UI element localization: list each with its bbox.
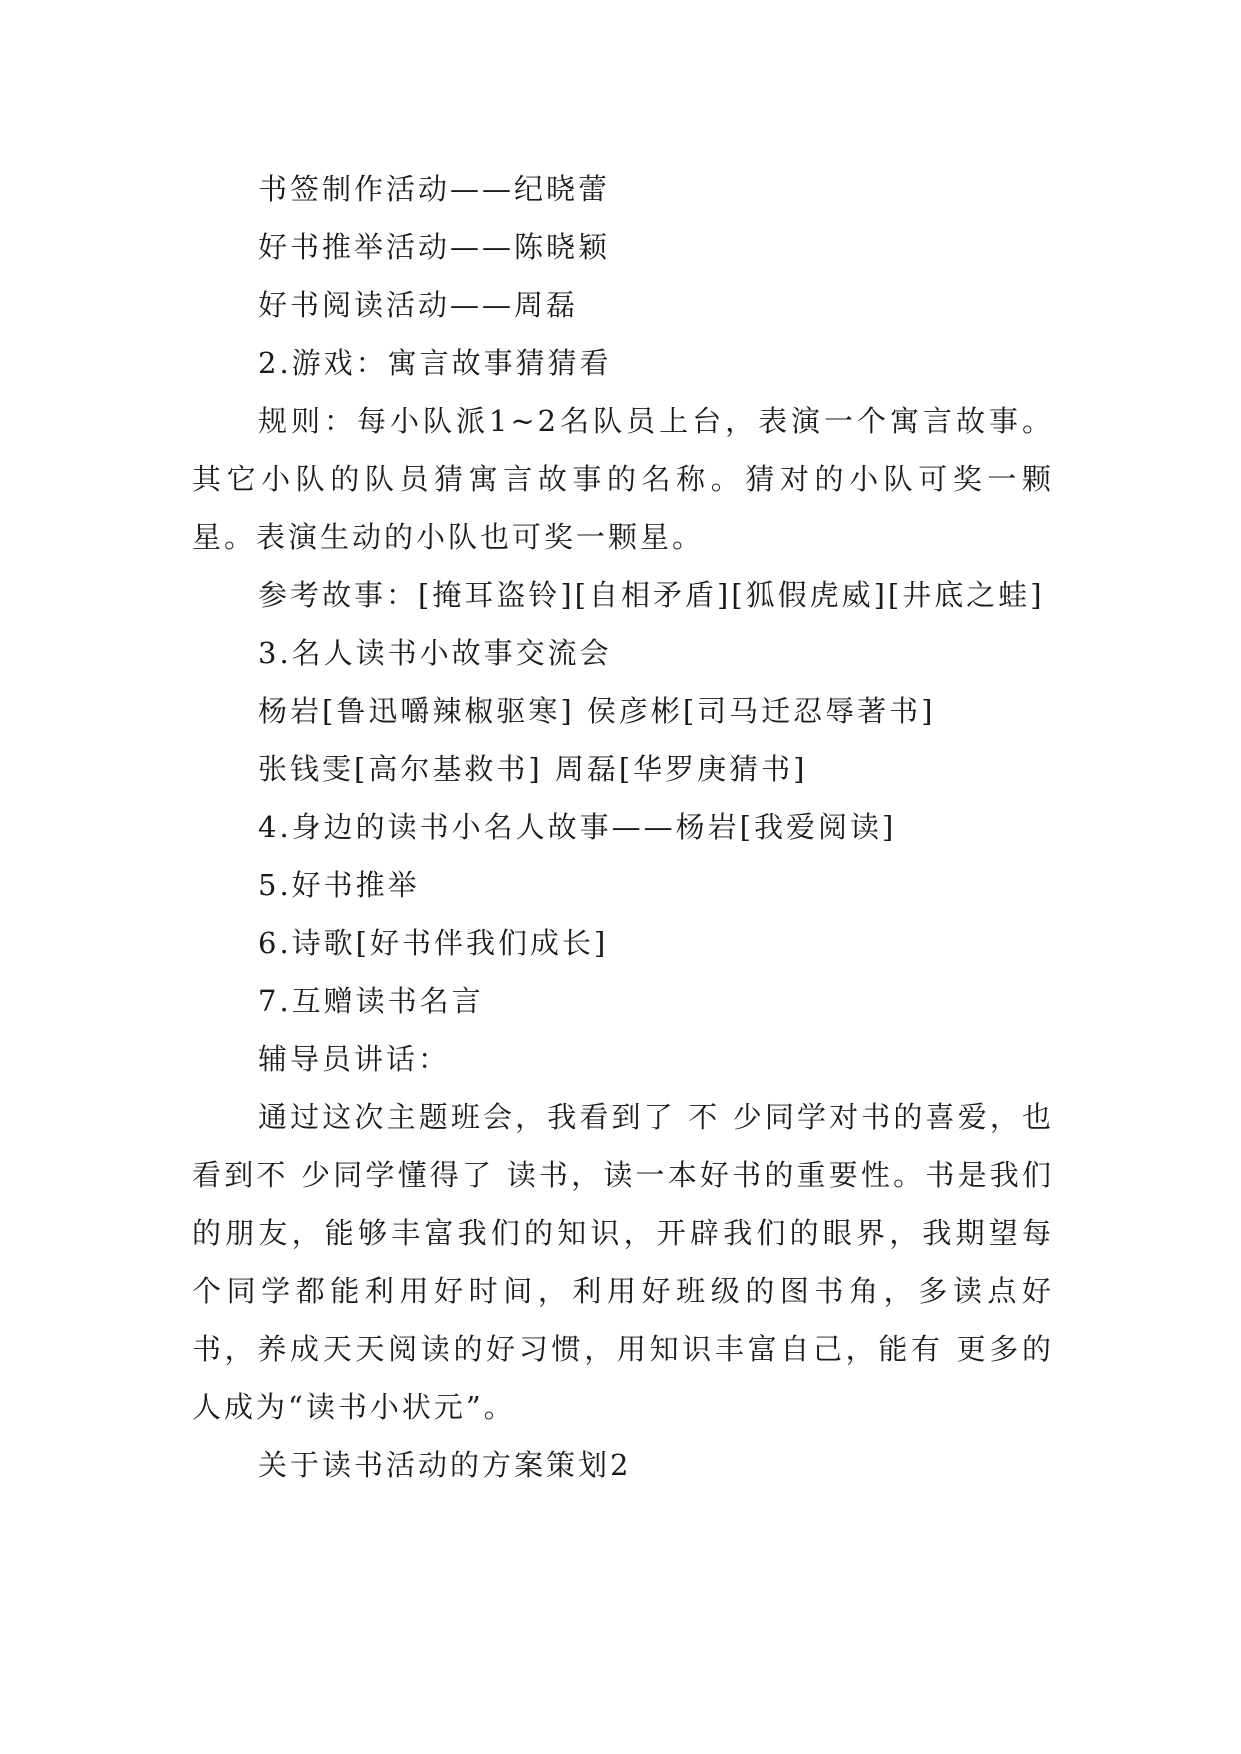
item-game: 2.游戏：寓言故事猜猜看 — [258, 346, 612, 380]
item-celebrity-stories: 3.名人读书小故事交流会 — [258, 636, 612, 670]
item-local-stories: 4.身边的读书小名人故事——杨岩[我爱阅读] — [258, 810, 897, 844]
reference-stories: 参考故事：[掩耳盗铃][自相矛盾][狐假虎威][井底之蛙] — [258, 578, 1045, 612]
counselor-speech-heading: 辅导员讲话： — [258, 1042, 451, 1076]
counselor-speech: 通过这次主题班会，我看到了 不 少同学对书的喜爱，也看到不 少同学懂得了 读书，读一本好书的重要性。书是我们的朋友，能够丰富我们的知识，开辟我们的眼界，我期望每个同学都能利用好时间，利用好班级的图书角，多读点好书，养成天天阅读的好习惯，用知识丰富自己，能有 更多的人成为“读书小状元”。 — [192, 1100, 1054, 1424]
activity-bookmark: 书签制作活动——纪晓蕾 — [258, 172, 611, 206]
section-title: 关于读书活动的方案策划2 — [258, 1448, 632, 1482]
item-quotes: 7.互赠读书名言 — [258, 984, 484, 1018]
item-poem: 6.诗歌[好书伴我们成长] — [258, 926, 609, 960]
activity-reading: 好书阅读活动——周磊 — [258, 288, 579, 322]
document-page — [192, 160, 1054, 1494]
celebrity-stories-line-2: 张钱雯[高尔基救书] 周磊[华罗庚猜书] — [258, 752, 808, 786]
celebrity-stories-line-1: 杨岩[鲁迅嚼辣椒驱寒] 侯彦彬[司马迁忍辱著书] — [258, 694, 936, 728]
activity-recommend: 好书推举活动——陈晓颖 — [258, 230, 611, 264]
item-book-recommend: 5.好书推举 — [258, 868, 420, 902]
game-rules: 规则：每小队派1~2名队员上台，表演一个寓言故事。其它小队的队员猜寓言故事的名称。猜对的小队可奖一颗星。表演生动的小队也可奖一颗星。 — [192, 404, 1054, 554]
